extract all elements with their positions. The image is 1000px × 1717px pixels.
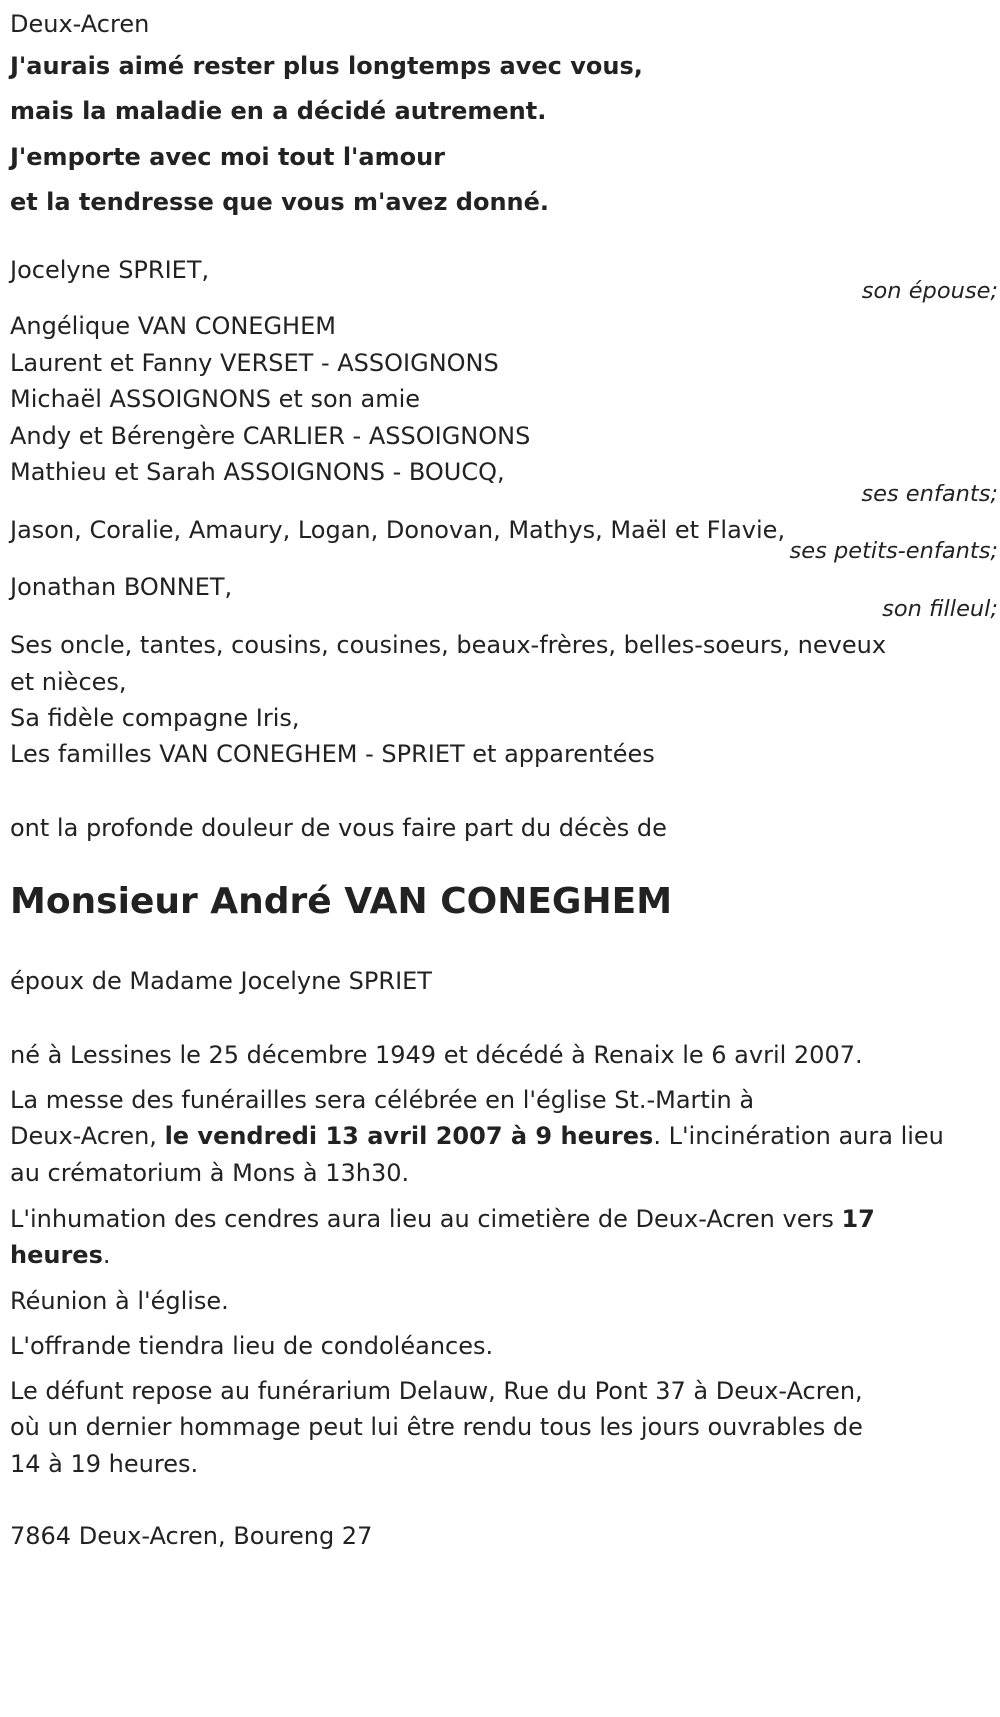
poem-line-2: mais la maladie en a décidé autrement. — [10, 97, 547, 125]
burial-line-2-suffix: . — [102, 1241, 111, 1269]
offering-line: L'offrande tiendra lieu de condoléances. — [10, 1332, 494, 1360]
child-line: Michaël ASSOIGNONS et son amie — [10, 385, 421, 413]
burial-line-1-prefix: L'inhumation des cendres aura lieu au cimetière de Deux-Acren vers — [10, 1205, 842, 1233]
child-line: Andy et Bérengère CARLIER - ASSOIGNONS — [10, 422, 531, 450]
children-role: ses enfants; — [861, 481, 998, 507]
poem-line-1: J'aurais aimé rester plus longtemps avec vous, — [10, 52, 643, 80]
families-line: Les familles VAN CONEGHEM - SPRIET et apparentées — [10, 740, 655, 768]
birth-death-line: né à Lessines le 25 décembre 1949 et décédé à Renaix le 6 avril 2007. — [10, 1041, 863, 1069]
relatives-line-1: Ses oncle, tantes, cousins, cousines, beaux-frères, belles-soeurs, neveux — [10, 631, 887, 659]
spouse-of-line: époux de Madame Jocelyne SPRIET — [10, 967, 432, 995]
grandchildren-role: ses petits-enfants; — [789, 538, 998, 564]
godson-name: Jonathan BONNET, — [10, 573, 233, 601]
burial-line-1 — [10, 1199, 875, 1239]
rest-line-2: où un dernier hommage peut lui être rendu tous les jours ouvrables de — [10, 1413, 863, 1441]
funeral-date-time: le vendredi 13 avril 2007 à 9 heures — [164, 1122, 654, 1150]
child-line: Angélique VAN CONEGHEM — [10, 312, 336, 340]
mass-line-2 — [10, 1116, 944, 1156]
spouse-name: Jocelyne SPRIET, — [10, 256, 210, 284]
mass-line-1: La messe des funérailles sera célébrée en l'église St.-Martin à — [10, 1086, 755, 1114]
relatives-line-2: et nièces, — [10, 668, 127, 696]
child-line: Mathieu et Sarah ASSOIGNONS - BOUCQ, — [10, 458, 505, 486]
mass-line-2-prefix: Deux-Acren, — [10, 1122, 165, 1150]
deceased-name: Monsieur André VAN CONEGHEM — [10, 881, 673, 922]
child-line: Laurent et Fanny VERSET - ASSOIGNONS — [10, 349, 499, 377]
place-header: Deux-Acren — [10, 10, 150, 38]
address-line: 7864 Deux-Acren, Boureng 27 — [10, 1522, 373, 1550]
rest-line-3: 14 à 19 heures. — [10, 1450, 199, 1478]
poem-line-4: et la tendresse que vous m'avez donné. — [10, 188, 550, 216]
meeting-line: Réunion à l'église. — [10, 1287, 229, 1315]
grandchildren-names: Jason, Coralie, Amaury, Logan, Donovan, Mathys, Maël et Flavie, — [10, 516, 786, 544]
announcement-intro: ont la profonde douleur de vous faire part du décès de — [10, 814, 667, 842]
burial-line-2 — [10, 1235, 111, 1275]
burial-hour: 17 — [841, 1205, 875, 1233]
mass-line-2-suffix: . L'incinération aura lieu — [653, 1122, 944, 1150]
rest-line-1: Le défunt repose au funérarium Delauw, Rue du Pont 37 à Deux-Acren, — [10, 1377, 863, 1405]
mass-line-3: au crématorium à Mons à 13h30. — [10, 1159, 410, 1187]
poem-line-3: J'emporte avec moi tout l'amour — [10, 143, 446, 171]
spouse-role: son épouse; — [861, 278, 998, 304]
companion-line: Sa fidèle compagne Iris, — [10, 704, 300, 732]
burial-hour-unit: heures — [10, 1241, 103, 1269]
godson-role: son filleul; — [882, 596, 998, 622]
